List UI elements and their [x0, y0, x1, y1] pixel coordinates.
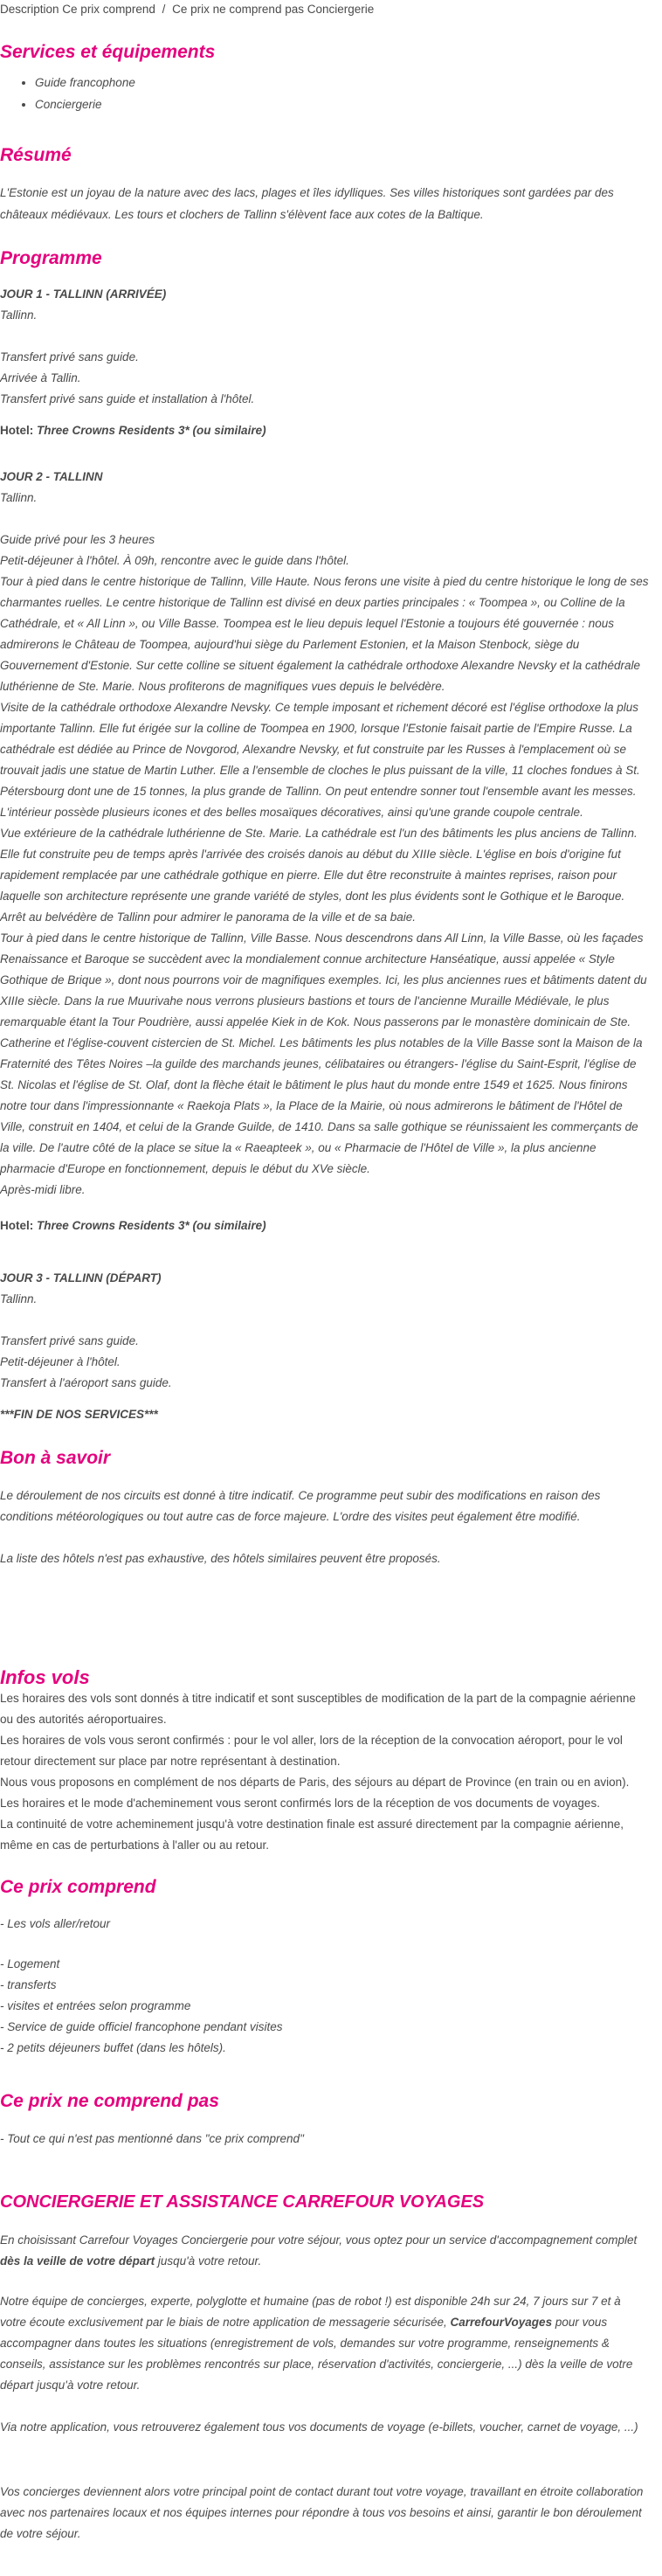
list-item: - 2 petits déjeuners buffet (dans les hôtels).	[0, 2041, 226, 2054]
text-span-bold: dès la veille de votre départ	[0, 2254, 155, 2268]
tab-ne-comprend[interactable]: Ce prix ne comprend pas	[172, 3, 304, 16]
text-span: pour vous accompagner dans toutes les situations (enregistrement de vols, demandes sur votre programme, renseignements & conseils, assistance sur les problèmes rencontrés sur place, réservation d'activités, conciergerie, ...) dès la veille de votre départ jusqu'à votre retour.	[0, 2316, 633, 2392]
list-item: - visites et entrées selon programme	[0, 1999, 191, 2012]
day-3	[0, 1268, 646, 1425]
bon-text-1: Le déroulement de nos circuits est donné à titre indicatif. Ce programme peut subir des modifications en raison des conditions météorologiques ou tout autre cas de force majeure. L'ordre des visites peut également être modifié.	[0, 1489, 601, 1523]
vols-title: Infos vols	[0, 1666, 90, 1688]
comprend-list	[0, 1914, 646, 2059]
list-item: • Guide francophone	[35, 72, 135, 93]
conciergerie-p1	[0, 2230, 650, 2272]
day-line: Arrêt au belvédère de Tallinn pour admirer le panorama de la ville et de sa baie.	[0, 911, 417, 924]
day-heading: JOUR 3 - TALLINN (DÉPART)	[0, 1271, 162, 1285]
ne-comprend-text: - Tout ce qui n'est pas mentionné dans "ce prix comprend"	[0, 2132, 304, 2145]
tab-conciergerie[interactable]: Conciergerie	[307, 3, 375, 16]
day-city: Tallinn.	[0, 1292, 38, 1305]
day-line: Guide privé pour les 3 heures	[0, 533, 155, 546]
day-line: Transfert à l'aéroport sans guide.	[0, 1376, 172, 1389]
vols-text	[0, 1688, 650, 1856]
tab-separator: /	[162, 3, 166, 16]
day-line: Après-midi libre.	[0, 1183, 86, 1196]
vols-line: Nous vous proposons en complément de nos départs de Paris, des séjours au départ de Province (en train ou en avion).	[0, 1776, 630, 1789]
vols-line: Les horaires de vols vous seront confirmés : pour le vol aller, lors de la réception de la convocation aéroport, pour le vol retour directement sur place par notre représentant à destination.	[0, 1734, 623, 1768]
vols-line: La continuité de votre acheminement jusqu'à votre destination finale est assuré directement par la compagnie aérienne, même en cas de perturbations à l'aller ou au retour.	[0, 1818, 624, 1852]
text-span: En choisissant Carrefour Voyages Conciergerie pour votre séjour, vous optez pour un service d'accompagnement complet	[0, 2233, 638, 2247]
day-line: Transfert privé sans guide et installation à l'hôtel.	[0, 392, 255, 405]
day-line: Tour à pied dans le centre historique de Tallinn, Ville Haute. Nous ferons une visite à pied du centre historique le long de ses charmantes ruelles. Le centre historique de Tallinn est divisé en deux parties principales : « Toompea », ou Colline de la Cathédrale, et « All Linn », ou Ville Basse. Toompea est le lieu depuis lequel l'Estonie a toujours été gouvernée : nous admirerons le Château de Toompea, aujourd'hui siège du Parlement Estonien, et la Maison Stenbock, siège du Gouvernement d'Estonie. Sur cette colline se situent également la cathédrale orthodoxe Alexandre Nevsky et la cathédrale luthérienne de Ste. Marie. Nous profiterons de magnifiques vues depuis le belvédère.	[0, 575, 649, 693]
day-line: Petit-déjeuner à l'hôtel. À 09h, rencontre avec le guide dans l'hôtel.	[0, 554, 349, 567]
resume-title: Résumé	[0, 145, 72, 165]
list-item: - transferts	[0, 1978, 57, 1991]
ne-comprend-title: Ce prix ne comprend pas	[0, 2091, 219, 2111]
conciergerie-title: CONCIERGERIE ET ASSISTANCE CARREFOUR VOYAGES	[0, 2192, 485, 2212]
list-item: - Service de guide officiel francophone pendant visites	[0, 2020, 283, 2033]
day-city: Tallinn.	[0, 308, 38, 322]
tab-nav	[0, 0, 374, 19]
conciergerie-p2	[0, 2291, 650, 2396]
tab-description[interactable]: Description	[0, 3, 59, 16]
text-span: jusqu'à votre retour.	[155, 2254, 262, 2268]
day-line: Visite de la cathédrale orthodoxe Alexandre Nevsky. Ce temple imposant et richement décoré est l'église orthodoxe la plus importante Tallinn. Elle fut érigée sur la colline de Toompea en 1900, lorsque l'Estonie faisait partie de l'Empire Russe. La cathédrale est dédiée au Prince de Novgorod, Alexandre Nevsky, et fut construite par les Russes à l'emplacement où se trouvait jadis une statue de Martin Luther. Elle a l'ensemble de cloches le plus puissant de la ville, 11 cloches fondues à St. Pétersbourg dont une de 15 tonnes, la plus grande de Tallinn. On peut entendre sonner tout l'ensemble avant les messes. L'intérieur possède plusieurs icones et des belles mosaïques décoratives, ainsi qu'une grande coupole centrale.	[0, 701, 640, 819]
text-span: Notre équipe de concierges, experte, polyglotte et humaine (pas de robot !) est disponible 24h sur 24, 7 jours sur 7 et à votre écoute exclusivement par le biais de notre application de messagerie sécurisée,	[0, 2295, 621, 2329]
day-2	[0, 467, 650, 1201]
day-line: Transfert privé sans guide.	[0, 1334, 139, 1347]
end-of-services: ***FIN DE NOS SERVICES***	[0, 1408, 158, 1421]
brand-name: CarrefourVoyages	[450, 2316, 553, 2329]
hotel-prefix: Hotel:	[0, 1219, 37, 1232]
day-heading: JOUR 1 - TALLINN (ARRIVÉE)	[0, 287, 167, 301]
hotel-line	[0, 1215, 266, 1236]
bon-title: Bon à savoir	[0, 1448, 111, 1468]
bon-text-2: La liste des hôtels n'est pas exhaustive, des hôtels similaires peuvent être proposés.	[0, 1552, 441, 1565]
hotel-name: Three Crowns Residents 3* (ou similaire)	[37, 424, 266, 437]
hotel-line	[0, 420, 646, 441]
vols-line: Les horaires et le mode d'acheminement vous seront confirmés lors de la réception de vos documents de voyages.	[0, 1797, 600, 1810]
conciergerie-p3: Via notre application, vous retrouverez également tous vos documents de voyage (e-billets, voucher, carnet de voyage, ...)	[0, 2420, 638, 2434]
day-line: Transfert privé sans guide.	[0, 350, 139, 364]
day-line: Tour à pied dans le centre historique de Tallinn, Ville Basse. Nous descendrons dans All Linn, la Ville Basse, où les façades Renaissance et Baroque se succèdent avec la mondialement connue architecture Hanséatique, aussi appelée « Style Gothique de Brique », dont nous pourrons voir de magnifiques exemples. Ici, les plus anciennes rues et bâtiments datent du XIIIe siècle. Dans la rue Muurivahe nous verrons plusieurs bastions et tours de l'ancienne Muraille Médiévale, le plus remarquable étant la Tour Poudrière, aussi appelée Kiek in de Kok. Nous passerons par le monastère dominicain de Ste. Catherine et l'église-couvent cistercien de St. Michel. Les bâtiments les plus notables de la Ville Basse sont la Maison de la Fraternité des Têtes Noires –la guilde des marchands jeunes, célibataires ou étrangers- l'église du Saint-Esprit, l'église de St. Nicolas et l'église de St. Olaf, dont la flèche était le bâtiment le plus haut du monde entre 1549 et 1625. Nous finirons notre tour dans l'impressionnante « Raekoja Plats », la Place de la Mairie, où nous admirerons le bâtiment de l'Hôtel de Ville, construit en 1404, et celui de la Grande Guilde, de 1410. Dans sa salle gothique se réunissaient les commerçants de la ville. De l'autre côté de la place se situe la « Raeapteek », ou « Pharmacie de l'Hôtel de Ville », la plus ancienne pharmacie d'Europe en fonctionnement, depuis le début du XVe siècle.	[0, 931, 647, 1175]
comprend-title: Ce prix comprend	[0, 1877, 156, 1897]
list-item: - Logement	[0, 1957, 60, 1970]
day-1	[0, 284, 646, 441]
day-heading: JOUR 2 - TALLINN	[0, 470, 103, 483]
day-line: Arrivée à Tallin.	[0, 371, 81, 384]
tab-comprend[interactable]: Ce prix comprend	[62, 3, 155, 16]
services-list	[0, 72, 135, 115]
hotel-prefix: Hotel:	[0, 424, 37, 437]
services-title: Services et équipements	[0, 42, 216, 62]
day-line: Vue extérieure de la cathédrale luthérienne de Ste. Marie. La cathédrale est l'un des bâtiments les plus anciens de Tallinn. Elle fut construite peu de temps après l'arrivée des croisés danois au début du XIIIe siècle. L'église en bois d'origine fut rapidement remplacée par une cathédrale gothique en pierre. Elle dut être reconstruite à maintes reprises, raison pour laquelle son architecture représente une grande variété de styles, dont les plus évidents sont le Gothique et le Baroque.	[0, 827, 638, 903]
list-item: - Les vols aller/retour	[0, 1917, 111, 1930]
programme-title: Programme	[0, 248, 102, 268]
resume-text: L'Estonie est un joyau de la nature avec des lacs, plages et îles idylliques. Ses villes historiques sont gardées par des châteaux médiévaux. Les tours et clochers de Tallinn s'élèvent face aux cotes de la Baltique.	[0, 186, 614, 221]
conciergerie-p4: Vos concierges deviennent alors votre principal point de contact durant tout votre voyage, travaillant en étroite collaboration avec nos partenaires locaux et nos équipes internes pour répondre à tous vos besoins et ainsi, garantir le bon déroulement de votre séjour.	[0, 2485, 644, 2540]
day-city: Tallinn.	[0, 491, 38, 504]
vols-line: Les horaires des vols sont donnés à titre indicatif et sont susceptibles de modification de la part de la compagnie aérienne ou des autorités aéroportuaires.	[0, 1692, 636, 1726]
hotel-name: Three Crowns Residents 3* (ou similaire)	[37, 1219, 266, 1232]
day-line: Petit-déjeuner à l'hôtel.	[0, 1355, 121, 1368]
list-item: • Conciergerie	[35, 93, 135, 115]
